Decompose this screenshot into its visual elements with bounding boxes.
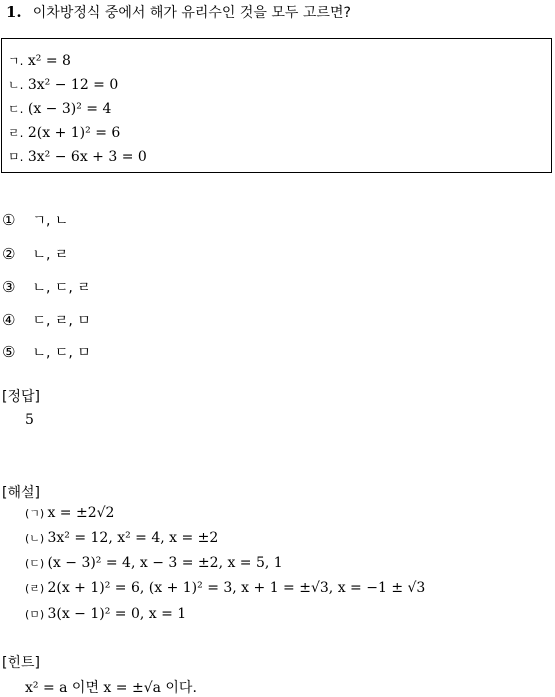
explanation-header: [해설] [2, 485, 40, 501]
explanation-line-3 [25, 555, 283, 571]
box-item-expr: (x − 3)² = 4 [27, 101, 112, 117]
explanation-label: (ㅁ) [25, 608, 45, 621]
answer-header: [정답] [2, 389, 40, 405]
option-2[interactable] [2, 244, 68, 264]
box-item-2 [8, 76, 118, 93]
option-text: ㄴ, ㄷ, ㅁ [32, 345, 91, 361]
explanation-text: 2(x + 1)² = 6, (x + 1)² = 3, x + 1 = ±√3, x = −1 ± √3 [47, 580, 426, 596]
option-1[interactable] [2, 210, 68, 230]
option-number: ③ [2, 278, 16, 296]
explanation-text: 3x² = 12, x² = 4, x = ±2 [47, 530, 219, 546]
hint-text: x² = a 이면 x = ±√a 이다. [25, 680, 197, 696]
option-text: ㄷ, ㄹ, ㅁ [32, 313, 91, 329]
box-item-expr: 3x² − 6x + 3 = 0 [27, 149, 147, 165]
question-number: 1. [6, 3, 22, 21]
box-item-1 [8, 52, 71, 69]
box-item-label: ㅁ. [8, 150, 24, 164]
box-item-3 [8, 100, 111, 117]
box-item-4 [8, 124, 120, 141]
option-3[interactable] [2, 277, 91, 297]
explanation-text: 3(x − 1)² = 0, x = 1 [47, 606, 187, 622]
explanation-label: (ㄴ) [25, 532, 45, 545]
explanation-line-2 [25, 530, 218, 546]
option-5[interactable] [2, 342, 91, 362]
question-text: 이차방정식 중에서 해가 유리수인 것을 모두 고르면? [32, 5, 351, 21]
explanation-label: (ㄷ) [25, 557, 45, 570]
explanation-text: x = ±2√2 [47, 505, 115, 521]
option-4[interactable] [2, 310, 91, 330]
box-item-expr: 3x² − 12 = 0 [27, 77, 119, 93]
answer-value: 5 [25, 412, 34, 428]
option-number: ⑤ [2, 343, 16, 361]
box-item-expr: 2(x + 1)² = 6 [27, 125, 121, 141]
box-item-expr: x² = 8 [27, 53, 71, 69]
hint-header: [힌트] [2, 655, 40, 671]
option-number: ④ [2, 311, 16, 329]
explanation-text: (x − 3)² = 4, x − 3 = ±2, x = 5, 1 [47, 555, 283, 571]
box-item-label: ㄱ. [8, 54, 24, 68]
explanation-label: (ㄱ) [25, 507, 45, 520]
option-number: ① [2, 211, 16, 229]
option-number: ② [2, 245, 16, 263]
box-item-label: ㄹ. [8, 126, 24, 140]
explanation-label: (ㄹ) [25, 582, 45, 595]
box-item-label: ㄴ. [8, 78, 24, 92]
box-item-label: ㄷ. [8, 102, 24, 116]
option-text: ㄱ, ㄴ [32, 213, 69, 229]
option-text: ㄴ, ㄹ [32, 247, 69, 263]
option-text: ㄴ, ㄷ, ㄹ [32, 280, 91, 296]
explanation-line-5 [25, 606, 186, 622]
box-item-5 [8, 148, 147, 165]
explanation-line-4 [25, 580, 425, 596]
question-line [6, 2, 351, 22]
explanation-line-1 [25, 505, 114, 521]
